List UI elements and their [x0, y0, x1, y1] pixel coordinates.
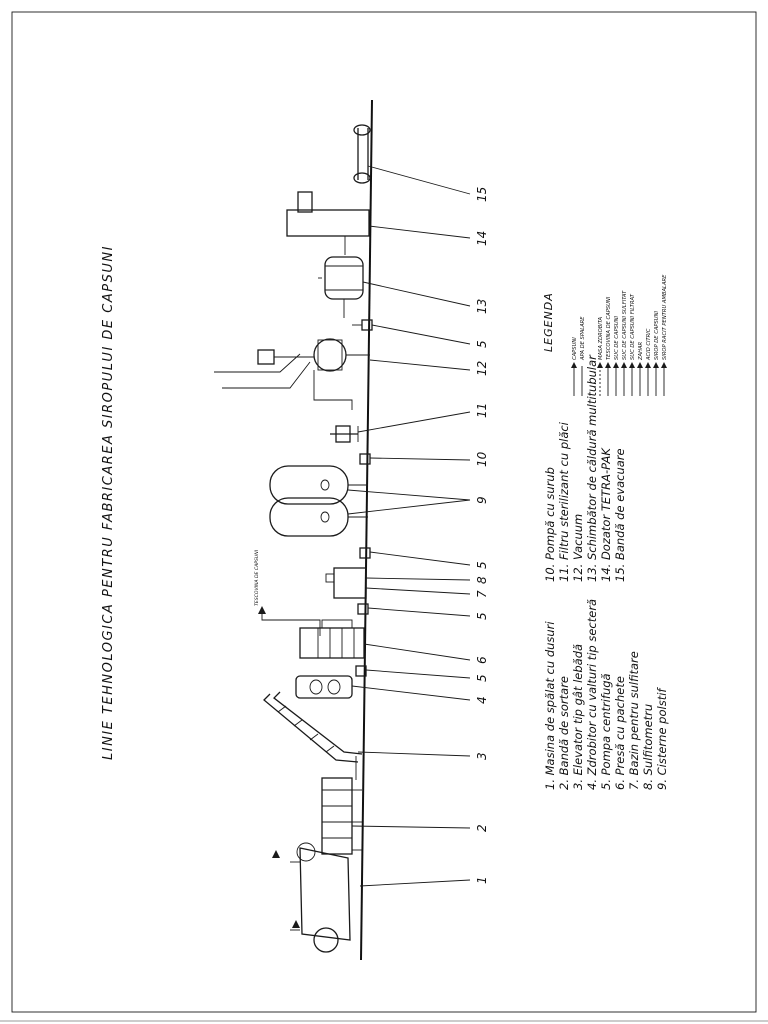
- equipment-14-tetrapak: [287, 192, 369, 255]
- callout-15: 15: [475, 186, 489, 202]
- equipment-3-elevator: [264, 692, 362, 780]
- part-13: 13. Schimbător de căldură multitubular: [585, 355, 599, 582]
- sheet-border: [12, 12, 756, 1012]
- callout-5a: 5: [475, 674, 489, 682]
- part-6: 6. Presă cu pachete: [613, 676, 627, 790]
- callout-14: 14: [475, 230, 489, 246]
- legend-item-11: SIROP RACIT PENTRU AMBALARE: [662, 274, 668, 360]
- part-8: 8. Sulfitometru: [641, 703, 655, 790]
- callout-1: 1: [475, 876, 489, 884]
- part-4: 4. Zdrobitor cu valturi tip secteră: [585, 598, 599, 790]
- part-10: 10. Pompă cu surub: [543, 467, 557, 582]
- part-3: 3. Elevator tip gât lebădă: [571, 643, 585, 790]
- callout-13: 13: [475, 298, 489, 314]
- parts-list-b: [543, 354, 627, 582]
- pomace-outlet: [258, 606, 320, 636]
- callout-10: 10: [475, 451, 489, 467]
- callout-2: 2: [475, 824, 489, 832]
- equipment-13-heat-exchanger: [318, 257, 363, 318]
- pomace-note: TESCOVINA DE CAPSUNI: [255, 549, 260, 606]
- equipment-15-conveyor: [354, 125, 370, 183]
- legend-item-7: SUC DE CAPSUNI FILTRAT: [630, 294, 636, 360]
- diagram-title: LINIE TEHNOLOGICA PENTRU FABRICAREA SIROPULUI DE CAPSUNI: [101, 245, 116, 760]
- floor-line: [361, 100, 372, 960]
- legend-item-2: APA DE SPALARE: [580, 316, 586, 360]
- legend: [542, 274, 668, 396]
- equipment-5-pump-c: [360, 548, 370, 558]
- part-11: 11. Filtru sterilizant cu plăci: [557, 422, 571, 582]
- legend-item-8: ZAHAR: [638, 341, 644, 360]
- part-15: 15. Bandă de evacuare: [613, 448, 627, 582]
- callout-12: 12: [475, 360, 489, 376]
- part-7: 7. Bazin pentru sulfitare: [627, 651, 641, 790]
- part-1: 1. Masina de spălat cu dusuri: [543, 621, 557, 790]
- equipment-12-vacuum: [214, 339, 370, 388]
- equipment-1-washer: [272, 843, 350, 952]
- legend-item-4: TESCOVINA DE CAPSUNI: [606, 296, 612, 360]
- callout-labels: [475, 187, 489, 884]
- callout-8: 8: [475, 576, 489, 584]
- part-12: 12. Vacuum: [571, 513, 585, 582]
- equipment-7-8-sulphite-tank: [326, 568, 366, 598]
- callout-4: 4: [475, 696, 489, 704]
- callout-6: 6: [475, 656, 489, 664]
- legend-item-5: SUC DE CAPSUNI: [614, 315, 620, 360]
- legend-item-3: MASA ZDROBITA: [598, 316, 604, 360]
- part-9: 9. Cisterne polstif: [655, 688, 669, 790]
- equipment-2-sorting-belt: [322, 778, 362, 854]
- part-2: 2. Bandă de sortare: [557, 675, 571, 790]
- legend-item-10: SIROP DE CAPSUNI: [654, 310, 660, 360]
- callout-9: 9: [475, 496, 489, 504]
- equipment-6-press: [300, 620, 364, 658]
- callout-5c: 5: [475, 561, 489, 569]
- callout-7: 7: [475, 590, 489, 598]
- callout-3: 3: [475, 752, 489, 760]
- legend-item-9: ACID CITRIC: [646, 328, 652, 360]
- part-5: 5. Pompa centrifugă: [599, 673, 613, 790]
- equipment-11-filter: [330, 426, 358, 442]
- callout-11: 11: [475, 402, 489, 418]
- part-14: 14. Dozator TETRA-PAK: [599, 448, 613, 582]
- equipment-10-screw-pump: [360, 454, 370, 464]
- callout-5b: 5: [475, 612, 489, 620]
- legend-item-6: SUC DE CAPSUNI SULFITAT: [622, 290, 628, 360]
- equipment-4-crusher: [296, 676, 352, 698]
- legend-item-1: CAPSUNI: [572, 337, 578, 360]
- callout-5d: 5: [475, 340, 489, 348]
- parts-list-a: [543, 599, 669, 790]
- pipe-11-to-12: [314, 370, 352, 410]
- legend-title: LEGENDA: [542, 292, 555, 352]
